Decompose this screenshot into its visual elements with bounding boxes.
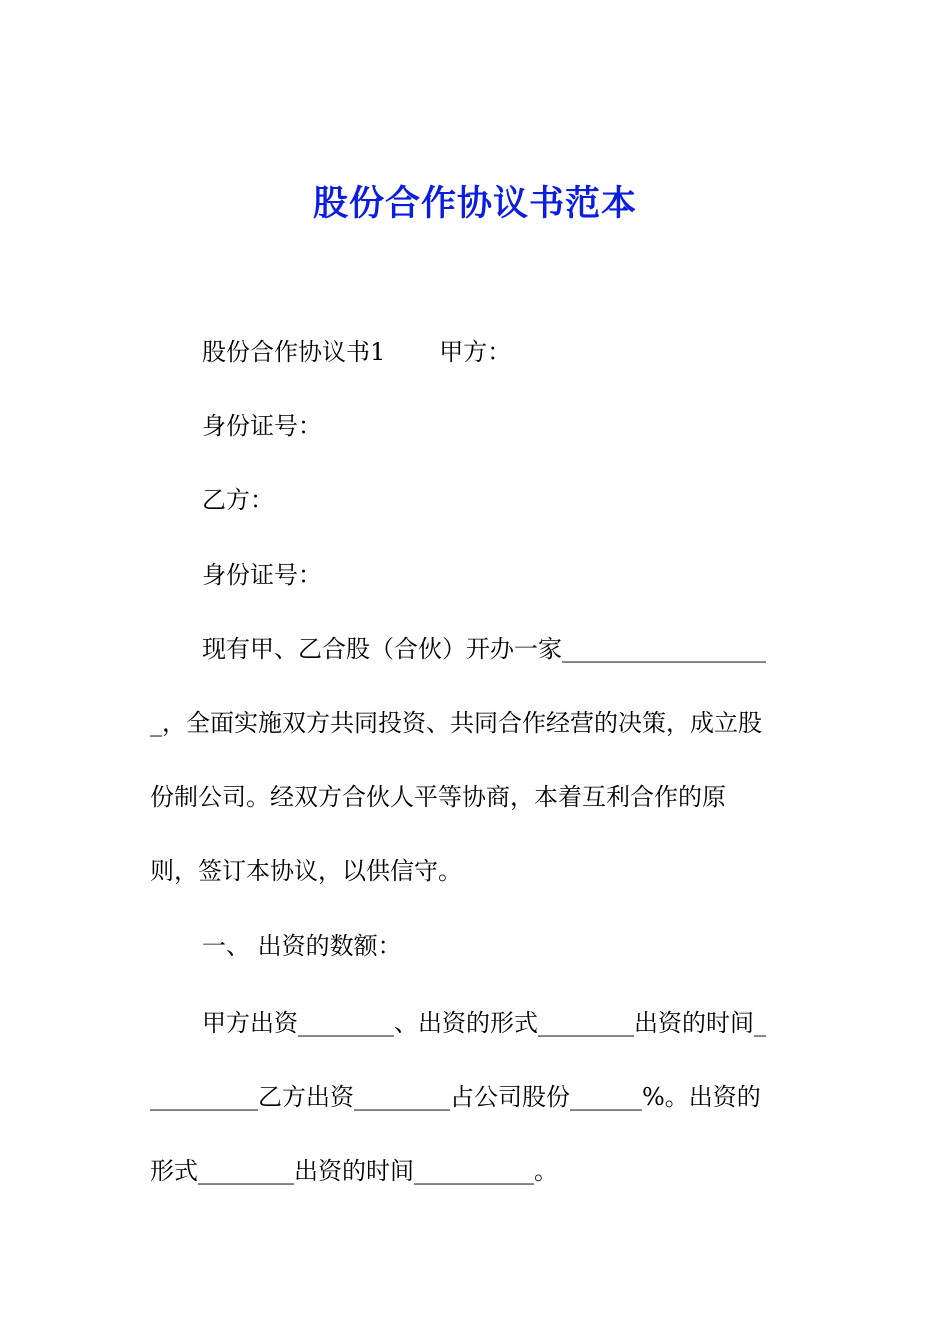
paragraph-line: 份制公司。经双方合伙人平等协商，本着互利合作的原 (150, 783, 726, 811)
paragraph-line: 形式________出资的时间__________。 (150, 1157, 558, 1185)
party-a-label: 甲方： (439, 338, 512, 366)
paragraph-line: _________乙方出资________占公司股份______%。出资的 (150, 1083, 761, 1111)
party-a-id-line: 身份证号： (202, 412, 322, 440)
party-b-line: 乙方： (202, 486, 274, 514)
party-b-id-line: 身份证号： (202, 561, 322, 589)
agreement-number: 股份合作协议书1 (202, 338, 386, 366)
document-title: 股份合作协议书范本 (312, 183, 637, 224)
paragraph-line: 现有甲、乙合股（合伙）开办一家_________________ (202, 635, 766, 663)
paragraph-line: 甲方出资________、出资的形式________出资的时间_ (202, 1009, 766, 1037)
agreement-heading-line (150, 334, 862, 370)
paragraph-line: 则，签订本协议，以供信守。 (150, 857, 462, 885)
paragraph-line: _，全面实施双方共同投资、共同合作经营的决策，成立股 (150, 709, 762, 737)
section-heading: 一、 出资的数额： (202, 932, 402, 960)
